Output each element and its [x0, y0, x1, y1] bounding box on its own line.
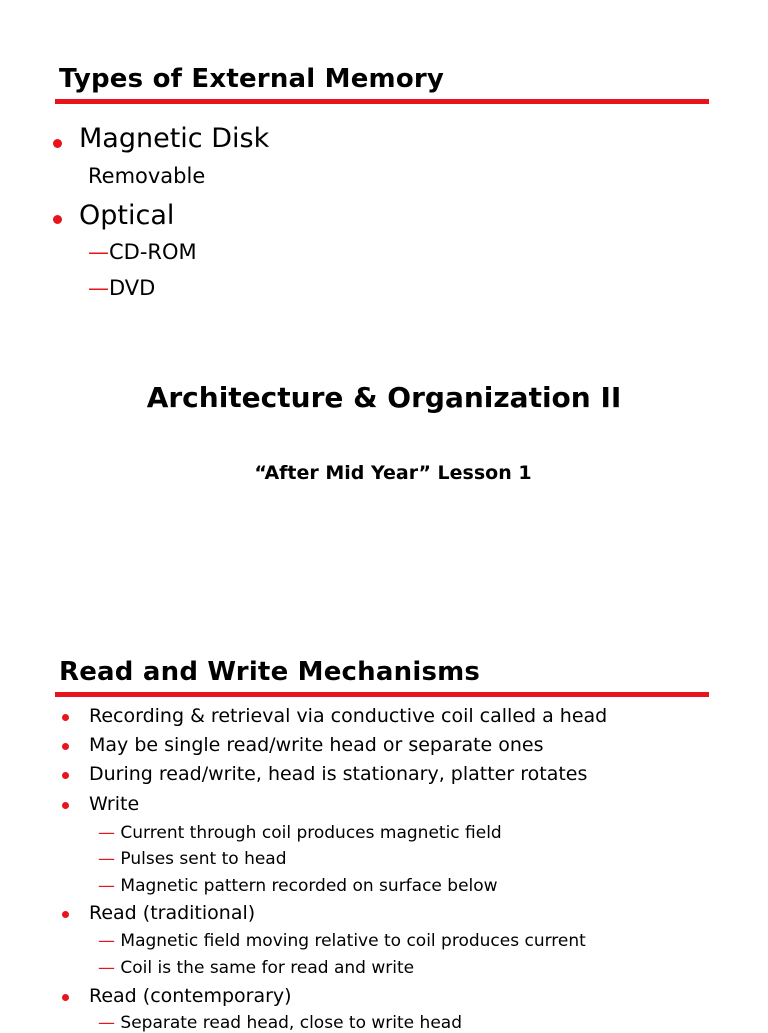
dash-icon: —: [98, 931, 115, 951]
sub-item: — Magnetic pattern recorded on surface below: [98, 876, 498, 896]
list-item: Magnetic Disk: [79, 123, 270, 154]
dash-icon: —: [98, 1013, 115, 1033]
sub-item: —CD-ROM: [88, 240, 197, 264]
bullet-icon: [62, 994, 69, 1001]
bullet-icon: [62, 743, 69, 750]
dash-icon: —: [98, 958, 115, 978]
dash-icon: —: [98, 849, 115, 869]
dash-icon: —: [88, 240, 109, 264]
list-item: Read (traditional): [89, 902, 256, 924]
course-title: Architecture & Organization II: [146, 381, 622, 414]
sub-item: Removable: [88, 164, 206, 188]
list-item: Read (contemporary): [89, 985, 292, 1007]
sub-item: —DVD: [88, 276, 156, 300]
list-item: Write: [89, 793, 140, 815]
list-item: Optical: [79, 200, 175, 231]
sub-item: — Current through coil produces magnetic field: [98, 823, 502, 843]
title-underline: [55, 692, 709, 697]
list-item: May be single read/write head or separate ones: [89, 734, 544, 756]
dash-icon: —: [98, 876, 115, 896]
dash-icon: —: [98, 823, 115, 843]
list-item: Recording & retrieval via conductive coil called a head: [89, 705, 608, 727]
bullet-icon: [53, 139, 62, 148]
bullet-icon: [53, 215, 62, 224]
bullet-icon: [62, 911, 69, 918]
sub-item: — Magnetic field moving relative to coil produces current: [98, 931, 586, 951]
course-subtitle: “After Mid Year” Lesson 1: [254, 462, 532, 484]
title-underline: [55, 99, 709, 104]
sub-item: — Pulses sent to head: [98, 849, 287, 869]
bullet-icon: [62, 714, 69, 721]
slide-title: Read and Write Mechanisms: [59, 657, 481, 687]
list-item: During read/write, head is stationary, platter rotates: [89, 763, 588, 785]
bullet-icon: [62, 772, 69, 779]
sub-item: — Separate read head, close to write head: [98, 1013, 462, 1033]
sub-item: — Coil is the same for read and write: [98, 958, 415, 978]
slide-title: Types of External Memory: [59, 64, 445, 94]
bullet-icon: [62, 802, 69, 809]
dash-icon: —: [88, 276, 109, 300]
